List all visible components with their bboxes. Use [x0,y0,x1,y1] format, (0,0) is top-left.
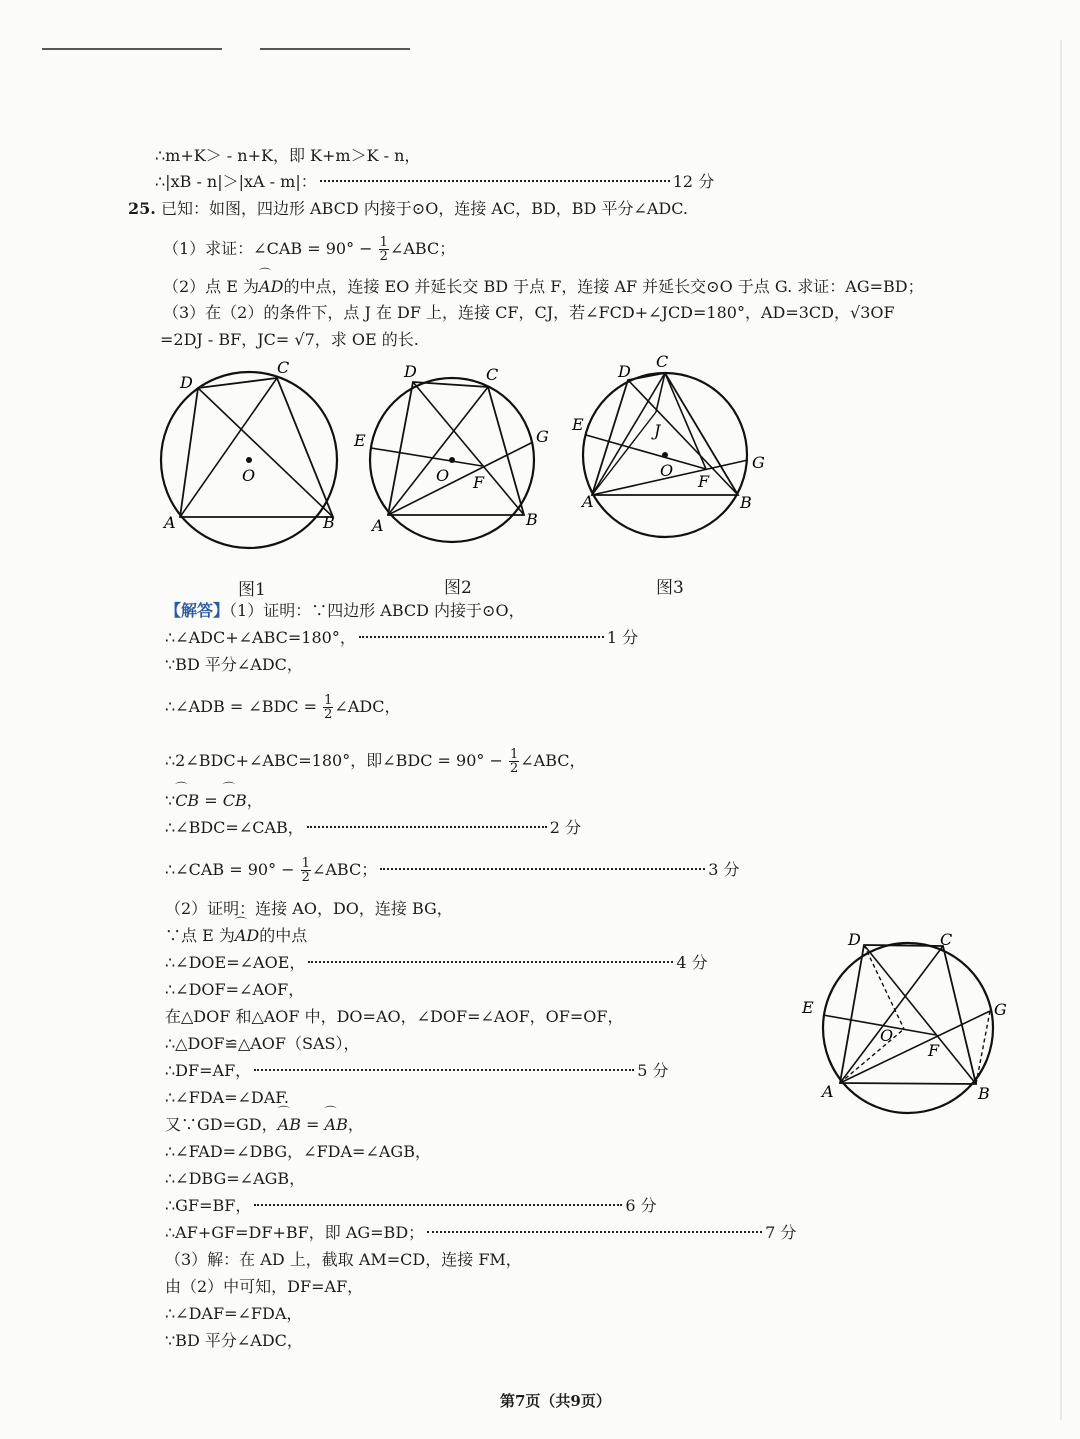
question-part: （3）在（2）的条件下，点 J 在 DF 上，连接 CF，CJ，若∠FCD+∠JCD=180°，AD=3CD，√3OF [163,303,895,322]
page-footer: 第7页（共9页） [500,1392,611,1410]
label-O: O [880,1026,894,1045]
answer-line [165,1222,796,1244]
text: ∠ABC； [311,860,378,879]
line-cf [665,373,706,469]
figure-caption: 图2 [444,578,472,598]
label-O: O [242,466,256,485]
text: ， [347,1115,364,1134]
answer-line [165,817,581,839]
quadrilateral [840,945,976,1084]
label-C: C [940,930,953,949]
text: 的中点，连接 EO 并延长交 BD 于点 F，连接 AF 并延长交⊙O 于点 G. 求证：AG=BD； [283,277,924,296]
line-bd [628,380,738,495]
label-F: F [698,472,710,491]
text: ∴2∠BDC+∠ABC=180°，即∠BDC = 90° − [165,751,503,770]
answer-line: ∴∠FAD=∠DBG，∠FDA=∠AGB， [165,1142,431,1161]
diagonal-bd [198,388,333,517]
answer-line [165,1060,668,1082]
label-A: A [164,513,176,532]
dot-leader [254,1069,634,1071]
text: ∴∠CAB = 90° − [165,860,295,879]
answer-line: 由（2）中可知，DF=AF， [165,1277,364,1296]
score: 3 分 [708,860,740,879]
answer-line [165,1114,364,1136]
answer-header: 【解答】 [165,601,230,620]
fraction: $\frac{1}{2}$ [509,747,519,776]
arc-label: ⌒ AB [325,1114,348,1136]
question-part: =2DJ - BF，JC= √7，求 OE 的长. [160,330,419,349]
answer-line: ∵BD 平分∠ADC， [165,1331,303,1350]
label-G: G [536,427,549,446]
text: （1）证明：∵四边形 ABCD 内接于⊙O， [229,601,525,620]
answer-line: ∴∠FDA=∠DAF. [165,1088,289,1107]
text: （1）求证：∠CAB = 90° − [163,239,373,258]
arc-label: ⌒ AD [259,276,283,298]
label-D: D [404,362,417,381]
line-bg-dashed [976,1011,990,1084]
label-F: F [928,1041,940,1060]
label-J: J [654,421,661,440]
label-O: O [660,461,674,480]
answer-line: 在△DOF 和△AOF 中，DO=AO，∠DOF=∠AOF，OF=OF， [165,1007,624,1026]
text: ∠ABC； [389,239,456,258]
answer-line [165,790,263,812]
label-E: E [354,431,366,450]
arc-label: ⌒ CB [175,790,199,812]
question-part [163,276,924,298]
figure-caption: 图1 [238,580,266,600]
fraction: $\frac{1}{2}$ [301,856,310,885]
answer-line [165,627,638,649]
line-cj [656,373,665,412]
answer-line [165,857,740,884]
label-D: D [618,362,631,381]
arc-label: ⌒ CB [223,790,247,812]
label-B: B [740,493,752,512]
score: 5 分 [637,1061,669,1080]
label-C: C [656,352,669,371]
label-B: B [323,513,335,532]
label-F: F [473,473,485,492]
label-G: G [752,453,765,472]
answer-line: ∴△DOF≌△AOF（SAS）， [165,1034,360,1053]
score: 6 分 [625,1196,657,1215]
label-B: B [526,510,538,529]
scan-top-line [260,48,410,50]
answer-line: ∵BD 平分∠ADC， [165,655,303,674]
text-line: ∴m+K＞ - n+K，即 K+m＞K - n， [155,146,421,165]
text: ∴∠BDC=∠CAB， [165,818,304,837]
figure-solution [798,925,1013,1125]
label-A: A [372,516,384,535]
line-ef [586,435,706,469]
label-C: C [486,365,499,384]
label-E: E [572,415,584,434]
text: ∴∠DOE=∠AOE， [165,953,306,972]
center-point [662,452,668,458]
text: = [300,1115,325,1134]
text: ∠ADC， [334,697,401,716]
text: ∵ [165,791,176,810]
text: ∴∠ADB = ∠BDC = [165,697,318,716]
question-line [128,198,688,220]
figure-2 [350,360,555,555]
score: 2 分 [549,818,582,837]
score: 4 分 [676,953,708,972]
dot-leader [359,636,604,638]
text: ∵点 E 为 [165,926,235,945]
answer-line [165,1195,657,1217]
answer-line [165,952,708,974]
answer-line [165,600,525,622]
dot-leader [427,1231,762,1233]
score: 7 分 [765,1223,797,1242]
label-A: A [822,1082,834,1101]
dot-leader [307,826,547,828]
answer-line: （3）解：在 AD 上，截取 AM=CD，连接 FM， [165,1250,522,1269]
answer-line: ∴∠DBG=∠AGB， [165,1169,306,1188]
text: ∴DF=AF， [165,1061,252,1080]
figure-1 [150,355,350,560]
dot-leader [320,180,670,182]
answer-line: ∴∠DOF=∠AOF， [165,980,305,999]
text: = [199,791,223,810]
line-ac [388,387,488,515]
arc-label: ⌒ AB [278,1114,301,1136]
text: ∴∠ADC+∠ABC=180°， [165,628,356,647]
dot-leader [308,961,673,963]
label-G: G [994,1000,1007,1019]
score: 12 分 [672,172,715,191]
quadrilateral [388,382,524,515]
text: ∴AF+GF=DF+BF，即 AG=BD； [165,1223,425,1242]
arc-label: ⌒ AD [235,925,259,947]
line-bd [413,382,524,515]
answer-line: ∴∠DAF=∠FDA， [165,1304,303,1323]
label-D: D [180,373,193,392]
center-point [246,457,252,463]
answer-line [165,748,586,775]
text: ∴GF=BF， [165,1196,252,1215]
text: 的中点 [259,926,308,945]
text: ∠ABC， [520,751,586,770]
label-A: A [582,492,594,511]
text: ∴|xB - n|＞|xA - m|： [155,172,317,191]
figure-caption: 图3 [656,578,684,598]
dot-leader [254,1204,622,1206]
question-part [163,236,455,263]
diagonal-ac [180,378,277,517]
dot-leader [380,868,705,870]
label-D: D [848,930,861,949]
line-ao-dashed [840,1029,904,1083]
line-ag [388,442,533,515]
label-C: C [277,358,290,377]
label-B: B [978,1084,990,1103]
fraction: $\frac{1}{2}$ [324,693,333,722]
circle [823,943,993,1113]
line-ef [371,448,482,466]
figure-3 [568,350,773,545]
text: 又∵GD=GD， [165,1115,278,1134]
text: （2）点 E 为 [163,277,260,296]
page-edge [1060,40,1062,1420]
fraction: $\frac{1}{2}$ [379,235,388,264]
question-stem: 已知：如图，四边形 ABCD 内接于⊙O，连接 AC，BD，BD 平分∠ADC. [160,199,689,218]
question-number: 25. [128,199,156,218]
label-O: O [436,466,450,485]
label-E: E [802,998,814,1017]
answer-line [165,694,400,721]
center-point [449,457,455,463]
scan-top-line [42,48,222,50]
answer-line [165,925,307,947]
answer-line: （2）证明：连接 AO，DO，连接 BG， [165,899,453,918]
text: ， [246,791,263,810]
text-line [155,171,714,193]
score: 1 分 [606,628,639,647]
line-ac [840,946,943,1083]
